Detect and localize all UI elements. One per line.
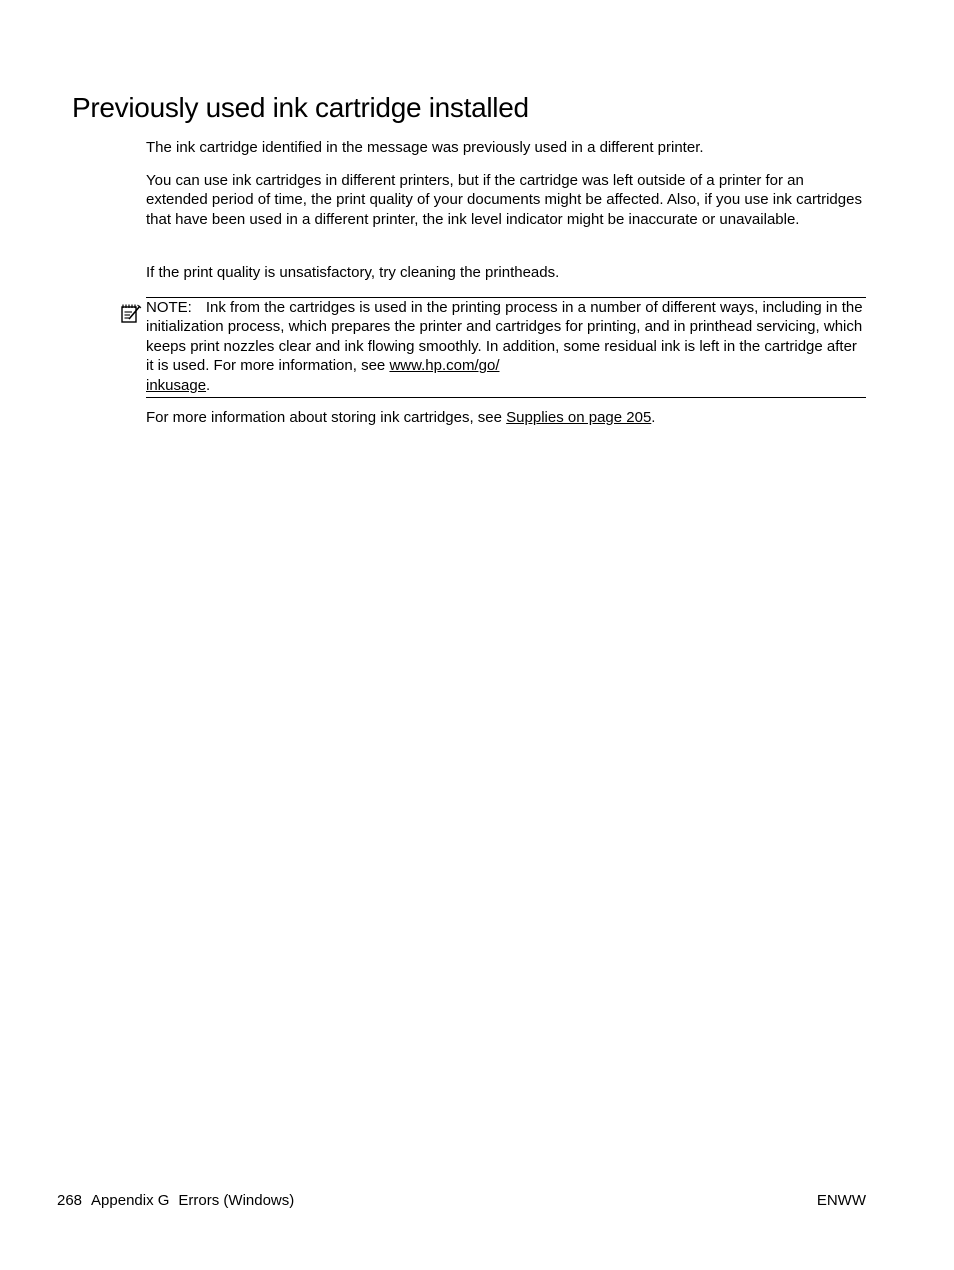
note-end: . <box>206 376 211 394</box>
footer-right: ENWW <box>816 1192 866 1209</box>
footer-appendix: Appendix G <box>91 1192 170 1209</box>
note-label: NOTE: <box>146 299 192 316</box>
page-number: 268 <box>57 1192 83 1209</box>
note-text <box>146 298 866 395</box>
page-title: Previously used ink cartridge installed <box>72 92 529 123</box>
footer-chapter: Errors (Windows) <box>178 1192 295 1209</box>
note-icon <box>119 301 143 325</box>
inkusage-link-part2[interactable]: inkusage <box>146 376 207 394</box>
note-box <box>146 297 866 398</box>
paragraph-different-printers: You can use ink cartridges in different printers, but if the cartridge was left outside of a printer for an extended period of time, the print quality of your documents might be affected. Also, if you use ink cartridges that have been used in a different printer, the ink level indicator might be inaccurate or unavailable. <box>146 172 862 228</box>
inkusage-link-part1[interactable]: www.hp.com/go/ <box>389 357 500 375</box>
paragraph-print-quality: If the print quality is unsatisfactory, try cleaning the printheads. <box>146 264 560 281</box>
note-body: Ink from the cartridges is used in the printing process in a number of different ways, including in the initialization process, which prepares the printer and cartridges for printing, and in printhead servicing, which keeps print nozzles clear and ink flowing smoothly. In addition, some residual ink is left in the cartridge after it is used. For more information, see <box>146 299 863 375</box>
supplies-link[interactable]: Supplies on page 205 <box>506 409 652 426</box>
paragraph-previously-used: The ink cartridge identified in the message was previously used in a different printer. <box>146 139 704 156</box>
footer-left <box>57 1191 303 1210</box>
paragraph-more-info <box>146 408 866 427</box>
more-info-text: For more information about storing ink cartridges, see <box>146 409 507 426</box>
more-info-end: . <box>651 409 656 426</box>
